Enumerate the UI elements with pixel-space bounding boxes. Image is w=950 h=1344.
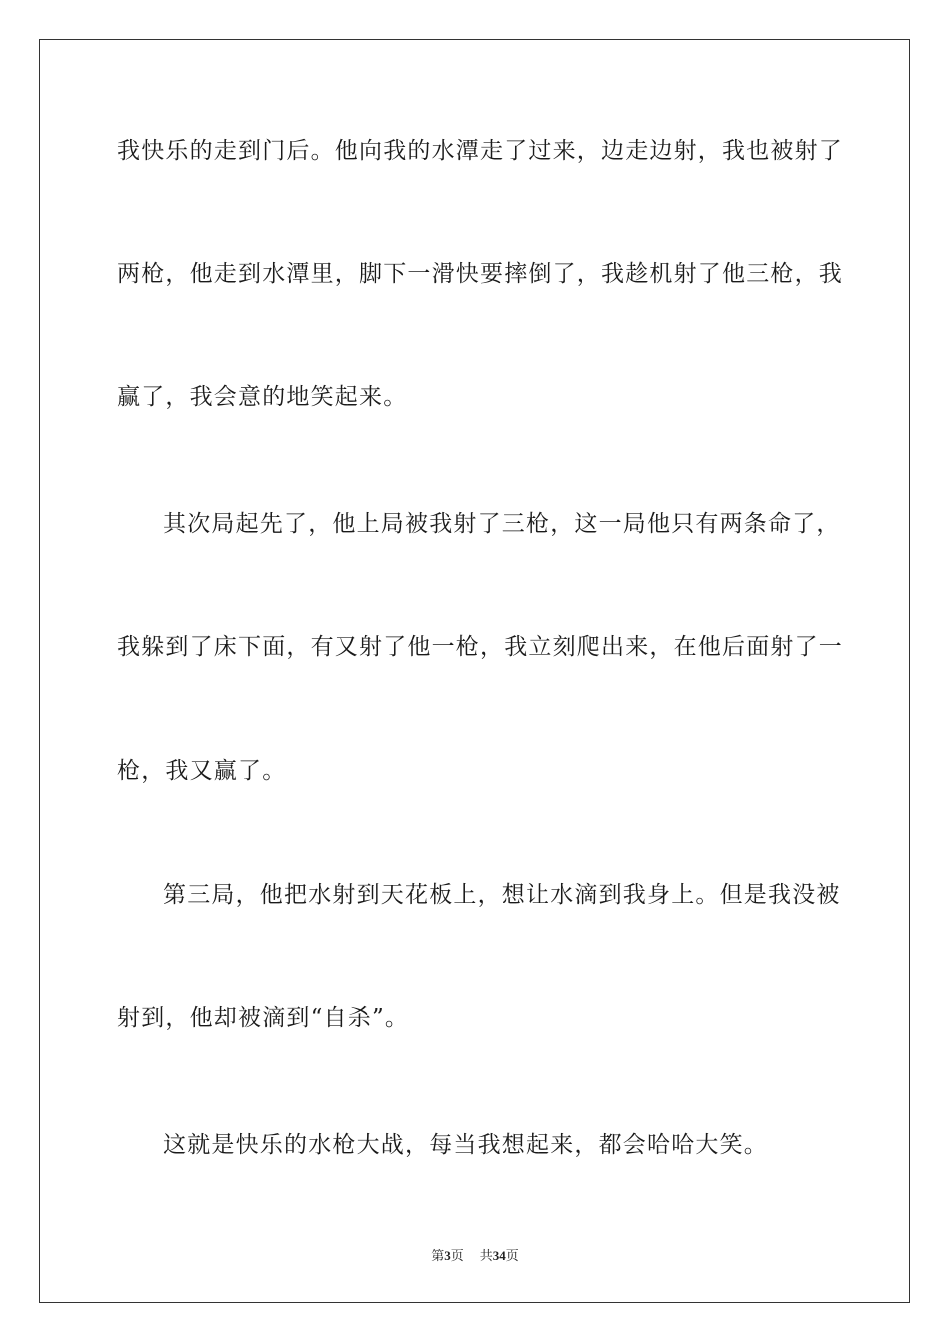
page-border [39, 39, 910, 1303]
text-line-1: 我快乐的走到门后。他向我的水潭走了过来，边走边射，我也被射了 [117, 138, 843, 164]
total-suffix: 页 [505, 1249, 519, 1264]
text-line-5: 我躲到了床下面，有又射了他一枪，我立刻爬出来，在他后面射了一 [117, 634, 843, 660]
page-prefix: 第 [431, 1249, 445, 1264]
page-footer [0, 1247, 950, 1266]
text-line-9: 这就是快乐的水枪大战，每当我想起来，都会哈哈大笑。 [163, 1132, 768, 1158]
text-line-6: 枪，我又赢了。 [117, 758, 287, 784]
total-prefix: 共 [479, 1249, 493, 1264]
text-line-2: 两枪，他走到水潭里，脚下一滑快要摔倒了，我趁机射了他三枪，我 [117, 261, 843, 287]
total-pages: 34 [492, 1248, 506, 1263]
text-line-4: 其次局起先了，他上局被我射了三枪，这一局他只有两条命了， [163, 511, 841, 537]
page-number: 3 [444, 1248, 451, 1263]
page-suffix: 页 [450, 1249, 464, 1264]
text-line-8: 射到，他却被滴到“自杀”。 [117, 1005, 410, 1031]
text-line-7: 第三局，他把水射到天花板上，想让水滴到我身上。但是我没被 [163, 882, 841, 908]
text-line-3: 赢了，我会意的地笑起来。 [117, 384, 408, 410]
